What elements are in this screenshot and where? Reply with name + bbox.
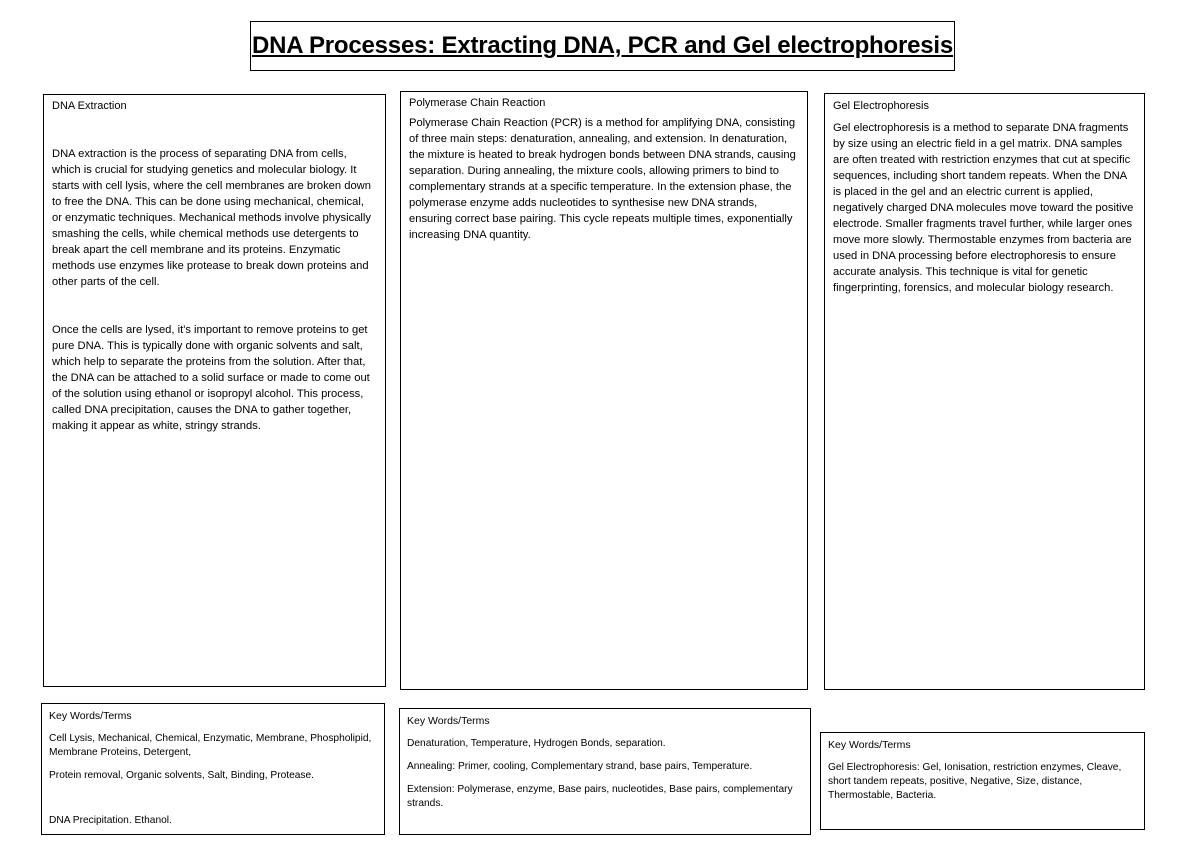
pcr-panel [400,91,808,690]
keywords-gel-heading: Key Words/Terms [828,739,911,751]
keywords-pcr-line-3: Extension: Polymerase, enzyme, Base pairs, nucleotides, Base pairs, complementary strands. [407,784,793,809]
pcr-paragraph-1: Polymerase Chain Reaction (PCR) is a method for amplifying DNA, consisting of three main steps: denaturation, annealing, and extension. In denaturation, the mixture is heated to break hydrogen bonds between DNA strands, causing separation. During annealing, the mixture cools, allowing primers to bind to complementary strands at a specific temperature. In the extension phase, the polymerase enzyme adds nucleotides to synthesise new DNA strands, ensuring correct base pairing. This cycle repeats multiple times, exponentially increasing DNA quantity. [409,117,796,241]
keywords-extraction-box [41,703,385,835]
keywords-pcr-line-1: Denaturation, Temperature, Hydrogen Bonds, separation. [407,738,666,749]
keywords-gel-box [820,732,1145,830]
keywords-extraction-line-1: Cell Lysis, Mechanical, Chemical, Enzymatic, Membrane, Phospholipid, Membrane Proteins, Detergent, [49,733,372,758]
gel-electrophoresis-heading: Gel Electrophoresis [833,100,929,112]
pcr-heading: Polymerase Chain Reaction [409,97,546,109]
keywords-extraction-line-2: Protein removal, Organic solvents, Salt, Binding, Protease. [49,770,315,781]
page-title: DNA Processes: Extracting DNA, PCR and Gel electrophoresis [251,32,954,59]
gel-electrophoresis-panel [824,93,1145,690]
dna-extraction-panel [43,94,386,687]
keywords-extraction-line-3: DNA Precipitation. Ethanol. [49,815,172,826]
dna-extraction-heading: DNA Extraction [52,100,127,112]
keywords-pcr-box [399,708,811,835]
title-box [250,21,955,71]
keywords-pcr-line-2: Annealing: Primer, cooling, Complementary strand, base pairs, Temperature. [407,761,753,772]
dna-extraction-paragraph-1: DNA extraction is the process of separating DNA from cells, which is crucial for studying genetics and molecular biology. It starts with cell lysis, where the cell membranes are broken down to free the DNA. This can be done using mechanical, chemical, or enzymatic techniques. Mechanical methods involve physically smashing the cells, while chemical methods use detergents to break apart the cell membrane and its proteins. Enzymatic methods use enzymes like protease to break down proteins and other parts of the cell. [52,148,371,288]
gel-electrophoresis-paragraph-1: Gel electrophoresis is a method to separate DNA fragments by size using an electric field in a gel matrix. DNA samples are often treated with restriction enzymes that cut at specific sequences, including short tandem repeats. When the DNA is placed in the gel and an electric current is applied, negatively charged DNA molecules move toward the positive electrode. Smaller fragments travel further, while larger ones move more slowly. Thermostable enzymes from bacteria are used in DNA processing before electrophoresis to ensure accurate analysis. This technique is vital for genetic fingerprinting, forensics, and molecular biology research. [833,122,1134,294]
keywords-gel-line-1: Gel Electrophoresis: Gel, Ionisation, restriction enzymes, Cleave, short tandem repeats, positive, Negative, Size, distance, Thermostable, Bacteria. [828,762,1122,801]
dna-extraction-paragraph-2: Once the cells are lysed, it's important to remove proteins to get pure DNA. This is typically done with organic solvents and salt, which help to separate the proteins from the solution. After that, the DNA can be attached to a solid surface or made to come out of the solution using ethanol or isopropyl alcohol. This process, called DNA precipitation, causes the DNA to gather together, making it appear as white, stringy strands. [52,324,370,432]
keywords-pcr-heading: Key Words/Terms [407,715,490,727]
keywords-extraction-heading: Key Words/Terms [49,710,132,722]
